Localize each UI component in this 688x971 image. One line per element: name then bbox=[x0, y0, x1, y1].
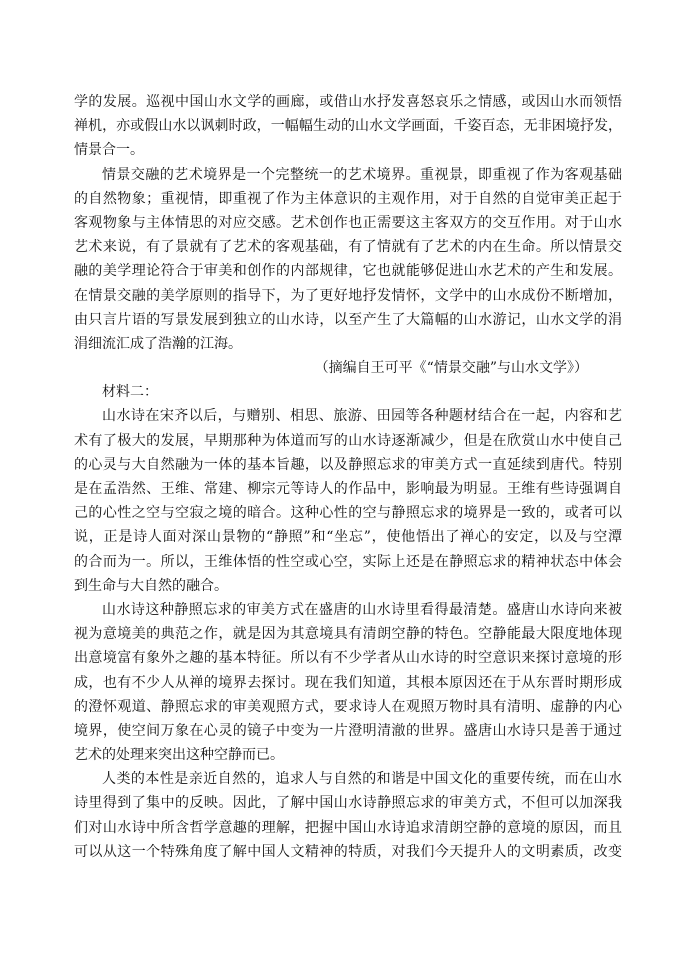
text-line: 可以从这一个特殊角度了解中国人文精神的特质，对我们今天提升人的文明素质，改变 bbox=[74, 843, 622, 860]
text-line: 成，也有不少人从禅的境界去探讨。现在我们知道，其根本原因还在于从东晋时期形成 bbox=[74, 674, 622, 691]
text-line: 的澄怀观道、静照忘求的审美观照方式，要求诗人在观照万物时具有清明、虚静的内心 bbox=[74, 698, 622, 715]
text-line: 境界，使空间万象在心灵的镜子中变为一片澄明清澈的世界。盛唐山水诗只是善于通过 bbox=[74, 722, 622, 739]
text-line: 出意境富有象外之趣的基本特征。所以有不少学者从山水诗的时空意识来探讨意境的形 bbox=[74, 650, 622, 667]
text-line: 学的发展。巡视中国山水文学的画廊，或借山水抒发喜怒哀乐之情感，或因山水而领悟 bbox=[74, 94, 622, 110]
text-line: 客观物象与主体情思的对应交感。艺术创作也正需要这主客双方的交互作用。对于山水 bbox=[74, 214, 622, 231]
text-line: 人类的本性是亲近自然的，追求人与自然的和谐是中国文化的重要传统，而在山水 bbox=[102, 771, 622, 788]
source-citation: （摘编自王可平《“情景交融”与山水文学》） bbox=[314, 360, 588, 377]
text-line: 诗里得到了集中的反映。因此，了解中国山水诗静照忘求的审美方式，不但可以加深我 bbox=[74, 795, 622, 812]
text-line: 术有了极大的发展，早期那种为体道而写的山水诗逐渐减少，但是在欣赏山水中使自己 bbox=[74, 432, 622, 449]
text-line: 禅机，亦或假山水以讽刺时政，一幅幅生动的山水文学画面，千姿百态，无非困境抒发， bbox=[74, 118, 622, 135]
text-line: 到生命与大自然的融合。 bbox=[74, 577, 228, 594]
material-two-paragraph-1 bbox=[74, 404, 622, 598]
material-two-paragraph-3 bbox=[74, 767, 622, 864]
text-line: 融的美学理论符合于审美和创作的内部规律，它也就能够促进山水艺术的产生和发展。 bbox=[74, 263, 622, 280]
text-line: 情景交融的艺术境界是一个完整统一的艺术境界。重视景，即重视了作为客观基础 bbox=[102, 166, 622, 183]
material-two-paragraph-2 bbox=[74, 598, 622, 767]
text-line: 艺术来说，有了景就有了艺术的客观基础，有了情就有了艺术的内在生命。所以情景交 bbox=[74, 239, 622, 256]
material-one-paragraph-2 bbox=[74, 163, 622, 357]
text-line: 己的心性之空与空寂之境的暗合。这种心性的空与静照忘求的境界是一致的，或者可以 bbox=[74, 505, 622, 522]
text-line: 说，正是诗人面对深山景物的“静照”和“坐忘”，使他悟出了禅心的安定，以及与空潭 bbox=[74, 529, 622, 546]
text-line: 的自然物象；重视情，即重视了作为主体意识的主观作用，对于自然的自觉审美正起于 bbox=[74, 190, 622, 207]
text-line: 由只言片语的写景发展到独立的山水诗，以至产生了大篇幅的山水游记，山水文学的涓 bbox=[74, 311, 622, 328]
text-line: 的合而为一。所以，王维体悟的性空或心空，实际上还是在静照忘求的精神状态中体会 bbox=[74, 553, 622, 570]
text-line: 们对山水诗中所含哲学意趣的理解，把握中国山水诗追求清朗空静的意境的原因，而且 bbox=[74, 819, 622, 836]
text-line: 山水诗在宋齐以后，与赠别、相思、旅游、田园等各种题材结合在一起，内容和艺 bbox=[102, 408, 622, 425]
document-page bbox=[74, 90, 622, 864]
text-line: 是在孟浩然、王维、常建、柳宗元等诗人的作品中，影响最为明显。王维有些诗强调自 bbox=[74, 481, 622, 497]
text-line: 涓细流汇成了浩瀚的江海。 bbox=[74, 335, 242, 352]
text-line: 艺术的处理来突出这种空静而已。 bbox=[74, 747, 284, 764]
text-line: 视为意境美的典范之作，就是因为其意境具有清朗空静的特色。空静能最大限度地体现 bbox=[74, 626, 622, 643]
text-line: 的心灵与大自然融为一体的基本旨趣，以及静照忘求的审美方式一直延续到唐代。特别 bbox=[74, 456, 622, 473]
text-line: 山水诗这种静照忘求的审美方式在盛唐的山水诗里看得最清楚。盛唐山水诗向来被 bbox=[102, 601, 622, 618]
material-one-tail-paragraph bbox=[74, 90, 622, 163]
material-two-label: 材料二： bbox=[102, 384, 158, 401]
text-line: 情景合一。 bbox=[74, 142, 144, 159]
text-line: 在情景交融的美学原则的指导下，为了更好地抒发情怀，文学中的山水成份不断增加， bbox=[74, 287, 622, 304]
